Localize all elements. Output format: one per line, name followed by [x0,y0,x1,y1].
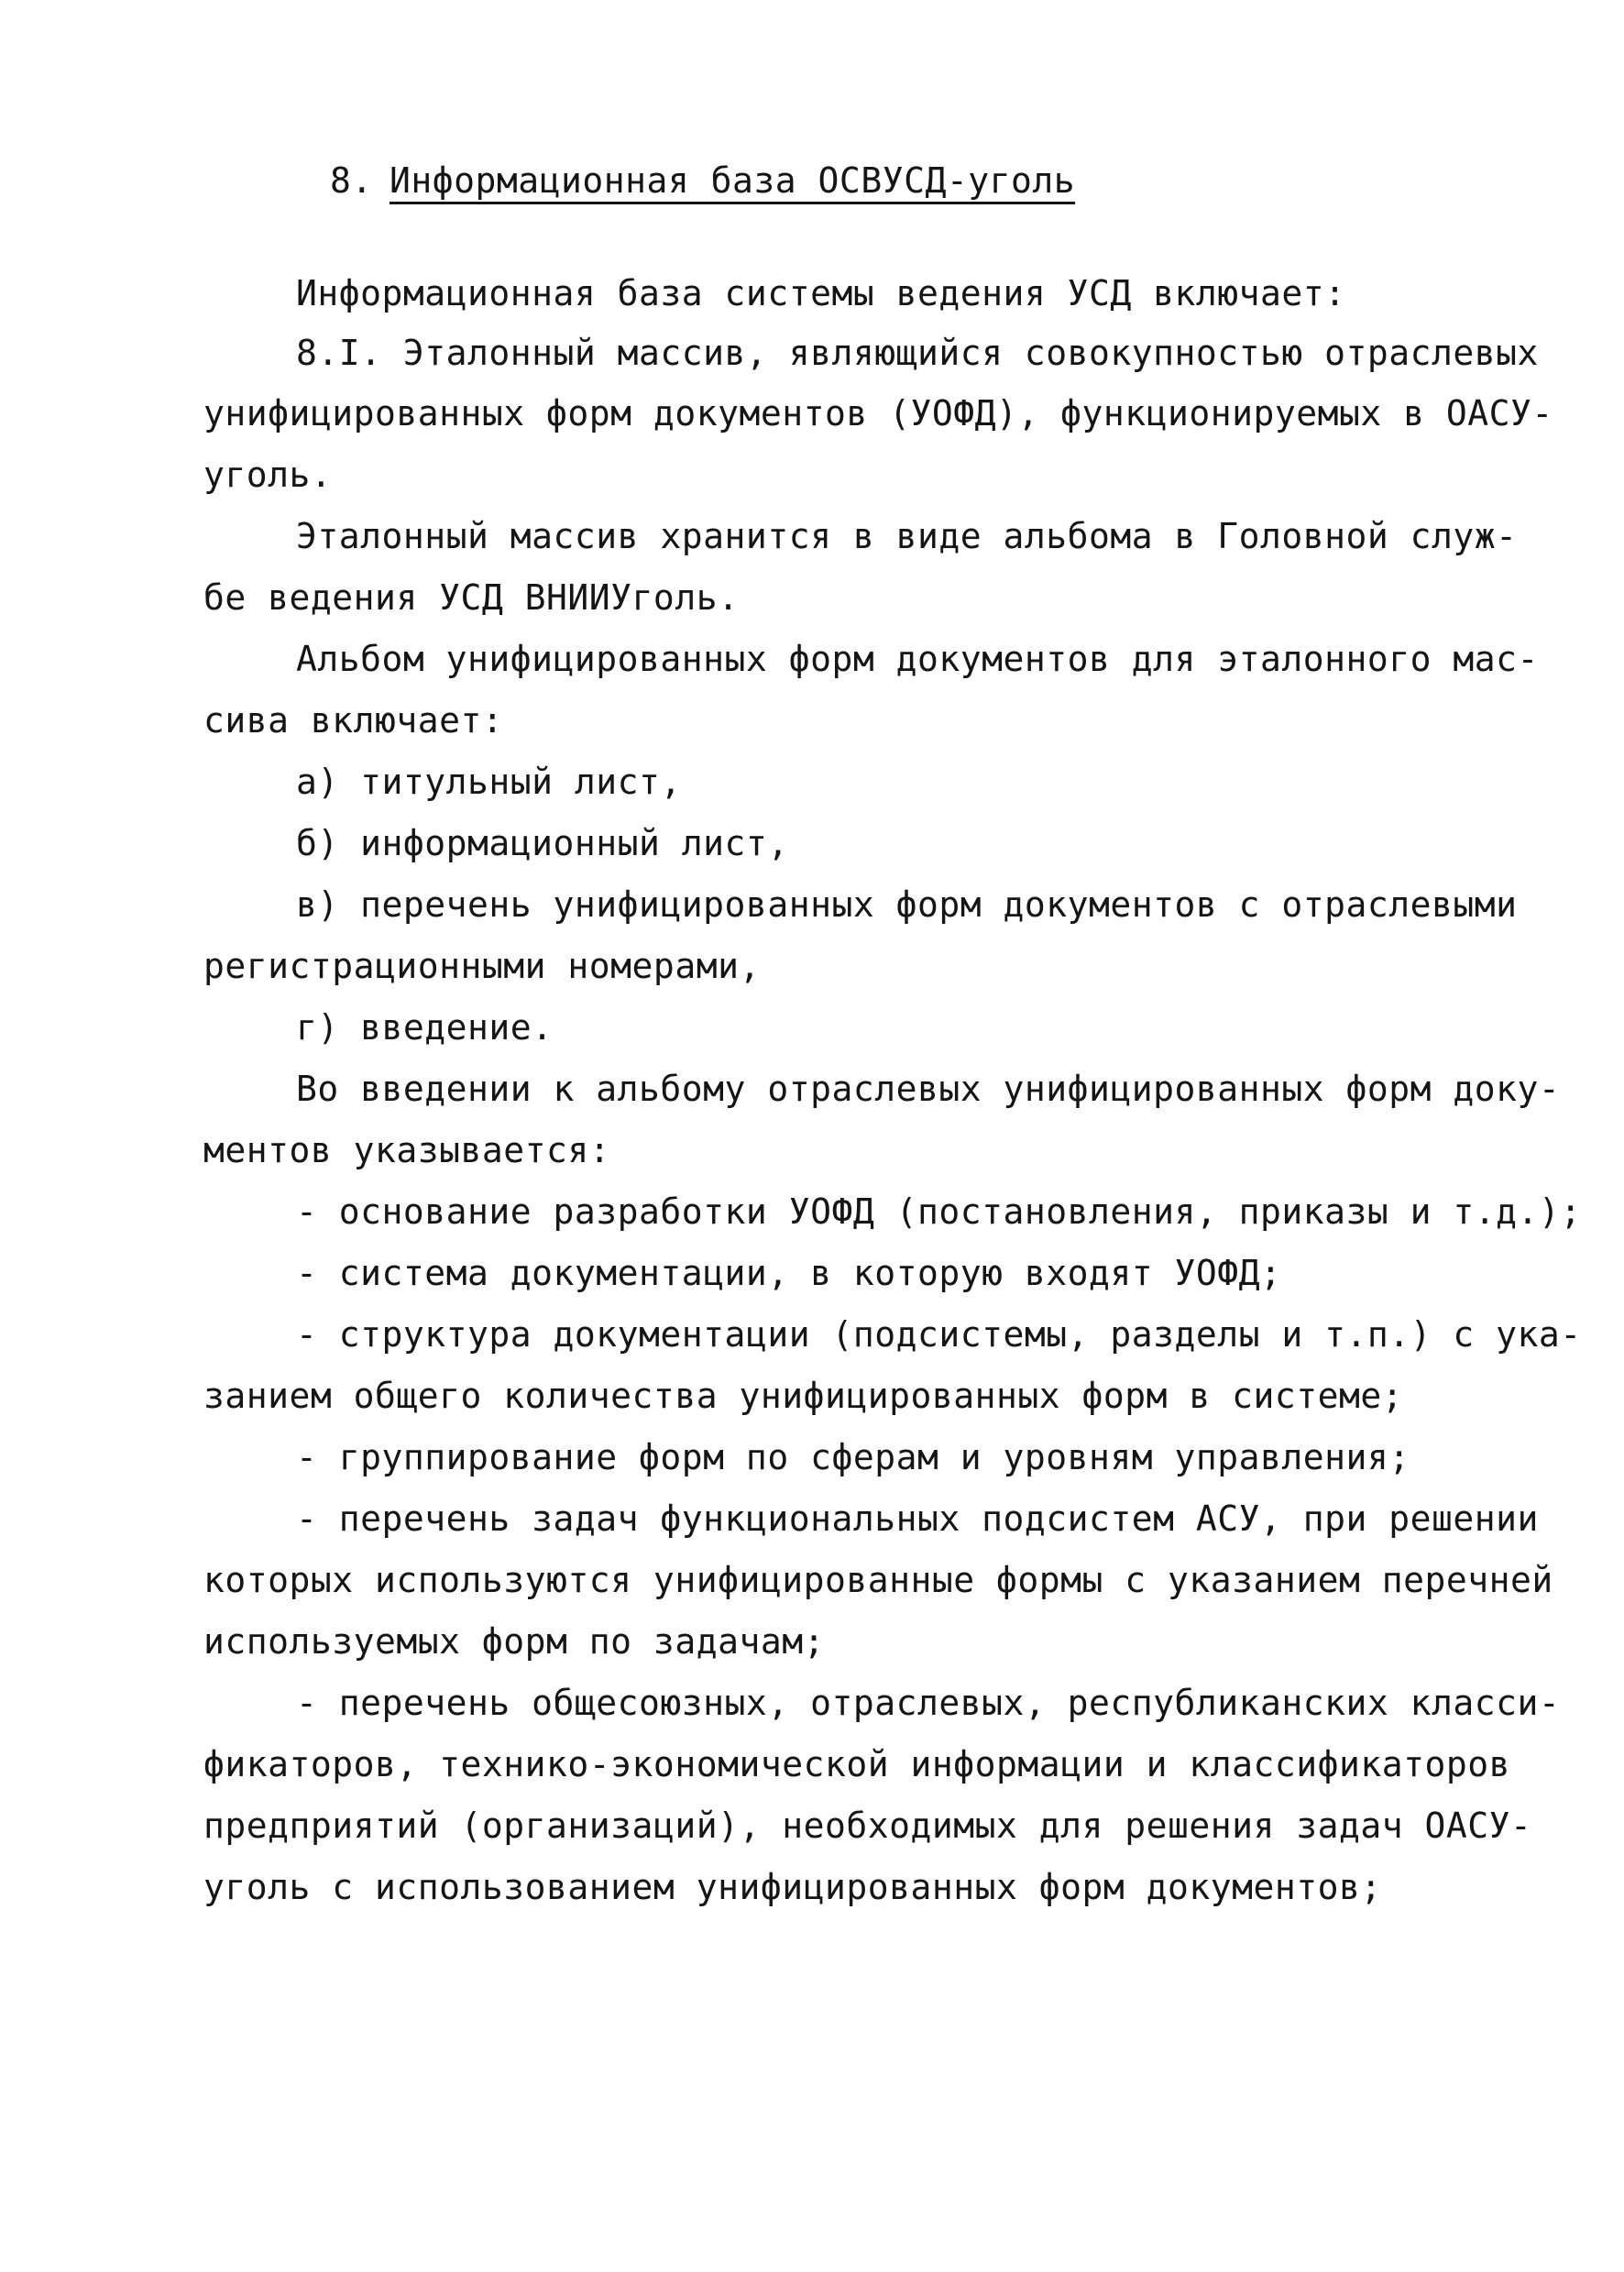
paragraph-line: Информационная база системы ведения УСД включает: [296,273,1346,313]
paragraph-line: Альбом унифицированных форм документов для эталонного мас- [296,639,1539,679]
list-item: - структура документации (подсистемы, разделы и т.п.) с ука- [296,1314,1582,1355]
paragraph-line: Эталонный массив хранится в виде альбома в Головной служ- [296,516,1518,556]
section-title: Информационная база ОСВУСД-уголь [390,160,1076,201]
paragraph-line: ментов указывается: [203,1130,611,1170]
paragraph-line: 8.I. Эталонный массив, являющийся совокупностью отраслевых [296,333,1539,373]
list-item: а) титульный лист, [296,762,682,802]
paragraph-line: унифицированных форм документов (УОФД), функционируемых в ОАСУ- [203,393,1553,434]
list-item: используемых форм по задачам; [203,1621,825,1662]
list-item: - система документации, в которую входят УОФД; [296,1253,1282,1293]
list-item: предприятий (организаций), необходимых для решения задач ОАСУ- [203,1806,1532,1846]
paragraph-line: уголь. [203,455,333,495]
list-item: которых используются унифицированные формы с указанием перечней [203,1560,1553,1600]
list-item: - перечень задач функциональных подсистем АСУ, при решении [296,1498,1539,1539]
list-item: б) информационный лист, [296,823,789,863]
list-item: фикаторов, технико-экономической информации и классификаторов [203,1744,1511,1784]
section-number: 8. [330,160,373,201]
list-item: - группирование форм по сферам и уровням управления; [296,1437,1410,1477]
paragraph-line: Во введении к альбому отраслевых унифицированных форм доку- [296,1069,1561,1109]
paragraph-line: бе ведения УСД ВНИИУголь. [203,577,740,618]
list-item: уголь с использованием унифицированных форм документов; [203,1867,1382,1907]
list-item: - основание разработки УОФД (постановления, приказы и т.д.); [296,1191,1582,1232]
list-item: занием общего количества унифицированных форм в системе; [203,1376,1404,1416]
list-item: - перечень общесоюзных, отраслевых, республиканских класси- [296,1683,1561,1723]
list-item: регистрационными номерами, [203,946,761,986]
paragraph-line: сива включает: [203,700,504,741]
list-item: г) введение. [296,1007,554,1048]
list-item: в) перечень унифицированных форм документов с отраслевыми [296,884,1518,925]
